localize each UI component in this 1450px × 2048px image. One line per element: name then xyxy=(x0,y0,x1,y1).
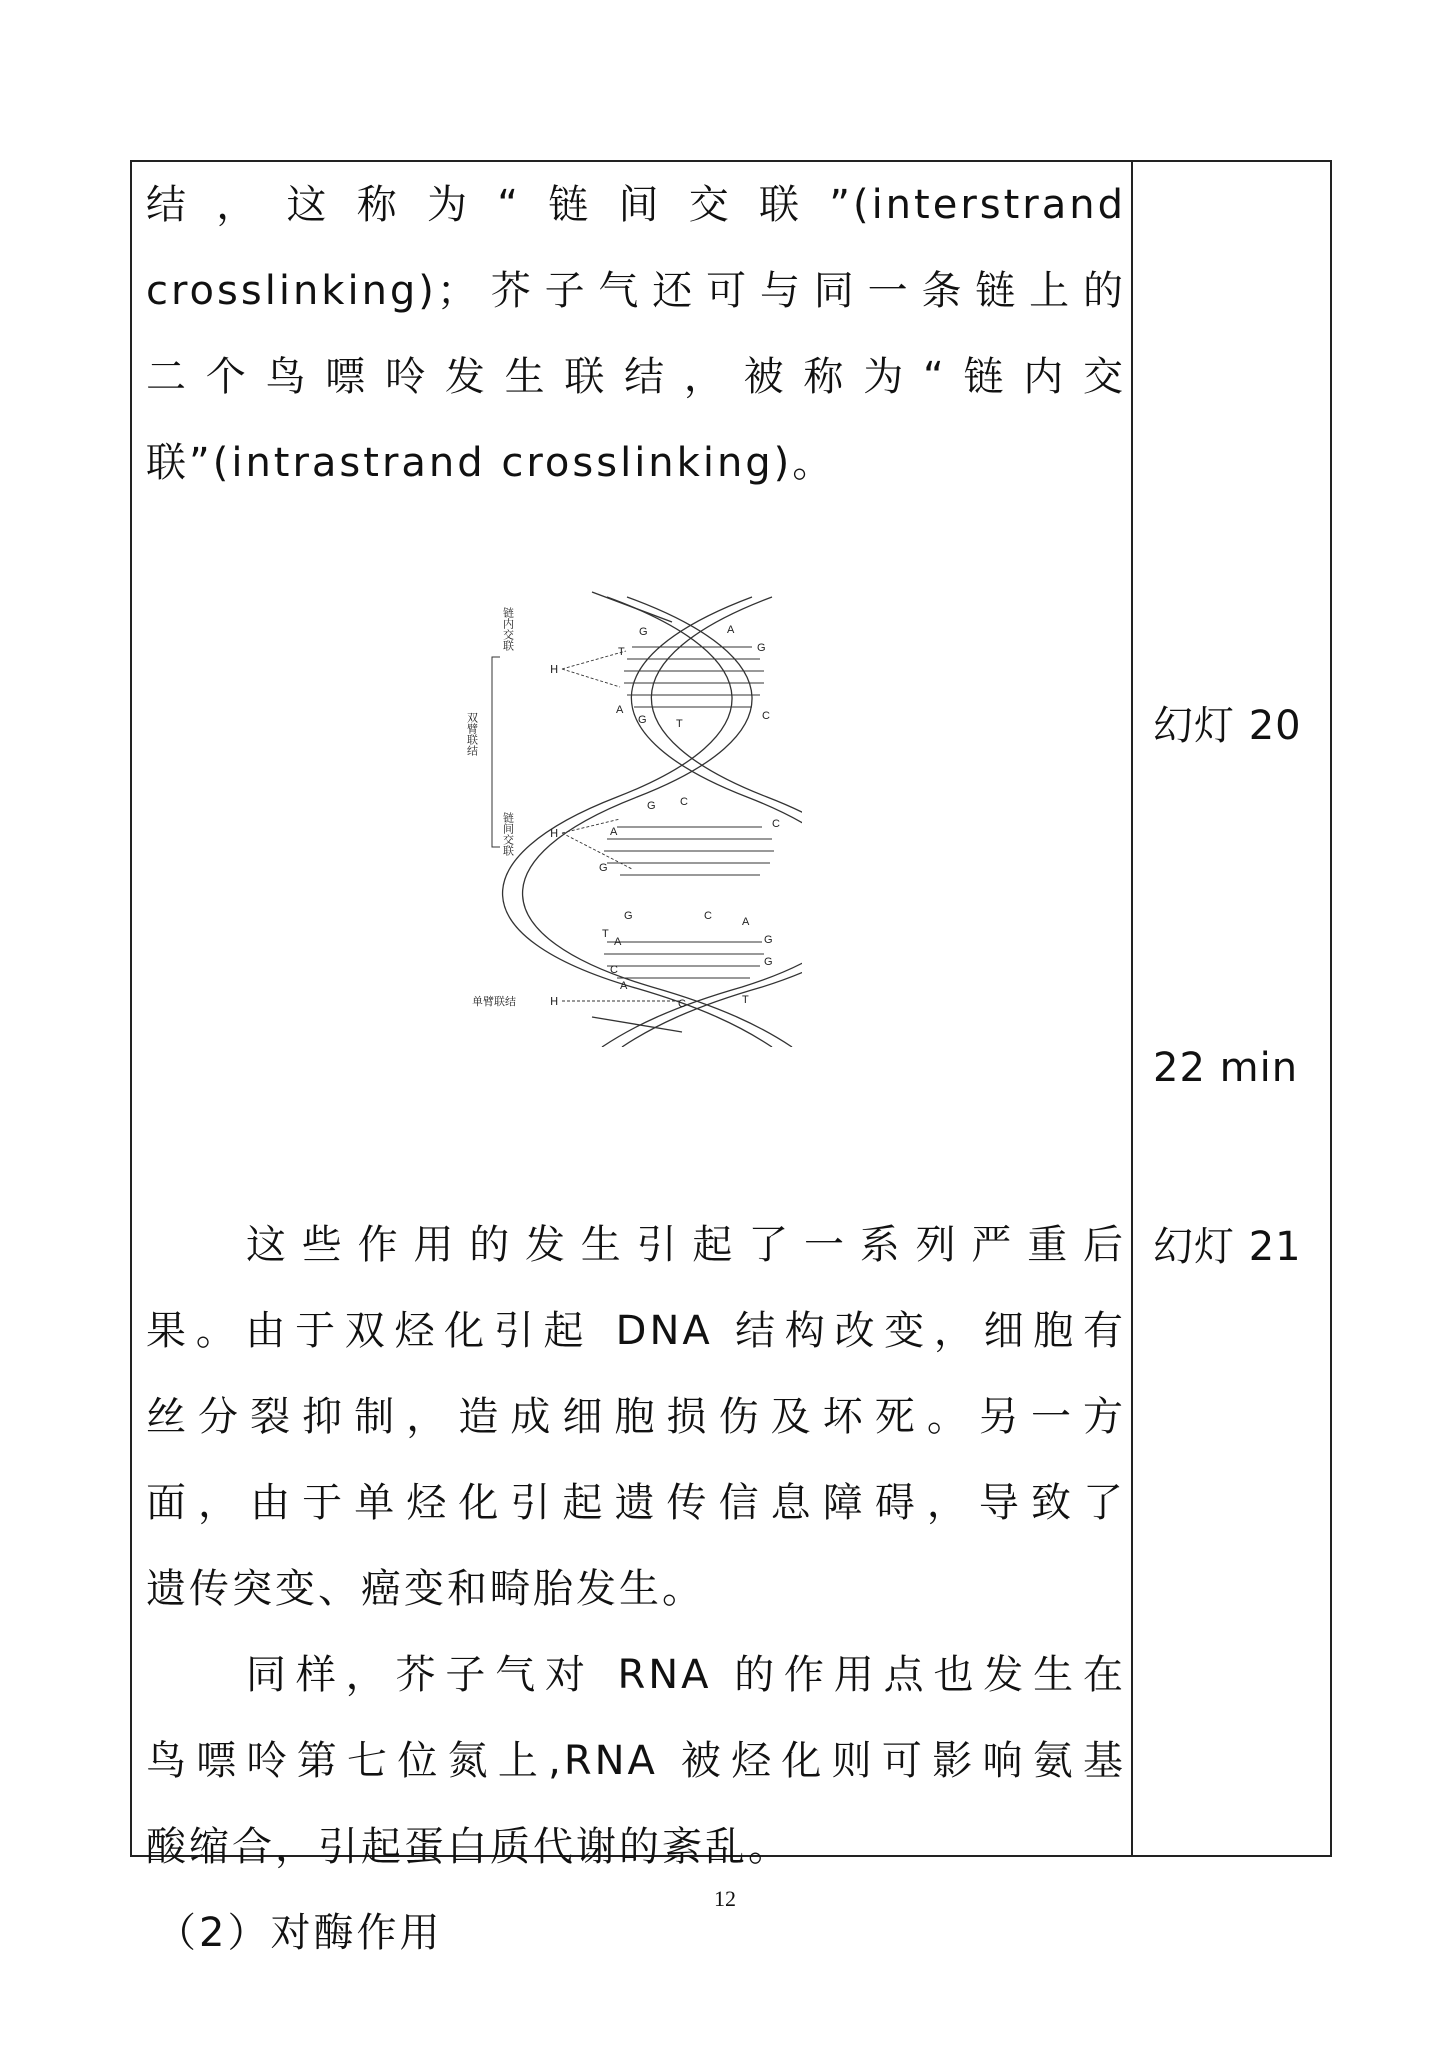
strand-tail xyxy=(592,1017,682,1032)
base-pairs xyxy=(604,647,774,978)
slide-20-note: 幻灯 20 xyxy=(1153,703,1302,749)
paragraph-rna-end xyxy=(146,1804,1126,1890)
base-label: G xyxy=(639,626,648,638)
paragraph-consequences-end xyxy=(146,1546,1126,1632)
base-label: G xyxy=(624,910,633,922)
base-label: G xyxy=(647,800,656,812)
dna-crosslink-figure xyxy=(442,547,802,1047)
base-label: C xyxy=(610,964,618,976)
base-label: C xyxy=(762,710,770,722)
base-label: C xyxy=(772,818,780,830)
base-label: A xyxy=(616,704,624,716)
base-label: T xyxy=(742,994,749,1006)
base-label: G xyxy=(599,862,608,874)
strand-tail xyxy=(592,592,672,622)
base-label: C xyxy=(704,910,712,922)
dash-intra xyxy=(562,651,626,669)
base-label: T xyxy=(602,928,609,940)
slide-21-note: 幻灯 21 xyxy=(1153,1224,1302,1270)
base-label: T xyxy=(618,646,625,658)
base-label: G xyxy=(638,714,647,726)
base-label: A xyxy=(610,826,618,838)
base-label: G xyxy=(764,956,773,968)
duration-note: 22 min xyxy=(1153,1045,1299,1091)
notes-column xyxy=(1133,162,1330,1855)
text-line: 丝分裂抑制，造成细胞损伤及坏死。另一方 xyxy=(146,1394,1126,1440)
paragraph-crosslinking xyxy=(146,162,1126,420)
label-monofunctional: 单臂联结 xyxy=(472,995,516,1008)
label-h-single: H xyxy=(550,995,559,1008)
base-label: A xyxy=(620,980,628,992)
paragraph-consequences xyxy=(146,1202,1126,1546)
crosslink-labels xyxy=(466,606,559,1008)
base-label: C xyxy=(680,796,688,808)
label-bifunctional: 双臂联结 xyxy=(465,712,479,756)
base-label: A xyxy=(614,936,622,948)
text-line: crosslinking)；芥子气还可与同一条链上的 xyxy=(146,268,1126,314)
bracket-lines xyxy=(492,657,500,847)
text-line: 面，由于单烃化引起遗传信息障碍，导致了 xyxy=(146,1480,1126,1526)
paragraph-rna xyxy=(146,1632,1126,1804)
base-label: A xyxy=(742,916,750,928)
text-line: 二个鸟嘌呤发生联结，被称为“链内交 xyxy=(146,354,1126,400)
paragraph-crosslinking-end xyxy=(146,420,1126,506)
text-line: 鸟嘌呤第七位氮上,RNA 被烃化则可影响氨基 xyxy=(146,1738,1126,1784)
base-label: G xyxy=(764,934,773,946)
label-h-inter: H xyxy=(550,827,559,840)
text-line: 结，这称为“链间交联”(interstrand xyxy=(146,182,1126,228)
text-line: 酸缩合，引起蛋白质代谢的紊乱。 xyxy=(146,1824,791,1870)
heading-enzyme: （2）对酶作用 xyxy=(156,1910,443,1956)
base-label: G xyxy=(757,642,766,654)
text-line: 果。由于双烃化引起 DNA 结构改变，细胞有 xyxy=(146,1308,1126,1354)
text-line: 联”(intrastrand crosslinking)。 xyxy=(146,440,836,486)
text-line: 遗传突变、癌变和畸胎发生。 xyxy=(146,1566,705,1612)
bracket-double xyxy=(492,657,500,847)
base-label: C xyxy=(678,998,686,1010)
base-label: T xyxy=(676,718,683,730)
base-letters xyxy=(599,624,780,1010)
page-number: 12 xyxy=(714,1886,736,1911)
dash-intra xyxy=(562,669,620,687)
dna-helix-diagram xyxy=(442,547,802,1047)
text-line: 同样，芥子气对 RNA 的作用点也发生在 xyxy=(246,1652,1126,1698)
helix-strands xyxy=(503,592,802,1047)
label-h-intra: H xyxy=(550,663,559,676)
base-label: A xyxy=(727,624,735,636)
strand-1 xyxy=(503,597,772,1047)
text-line: 这些作用的发生引起了一系列严重后 xyxy=(246,1222,1126,1268)
label-intrastrand: 链内交联 xyxy=(501,607,515,651)
label-interstrand: 链间交联 xyxy=(501,812,515,856)
